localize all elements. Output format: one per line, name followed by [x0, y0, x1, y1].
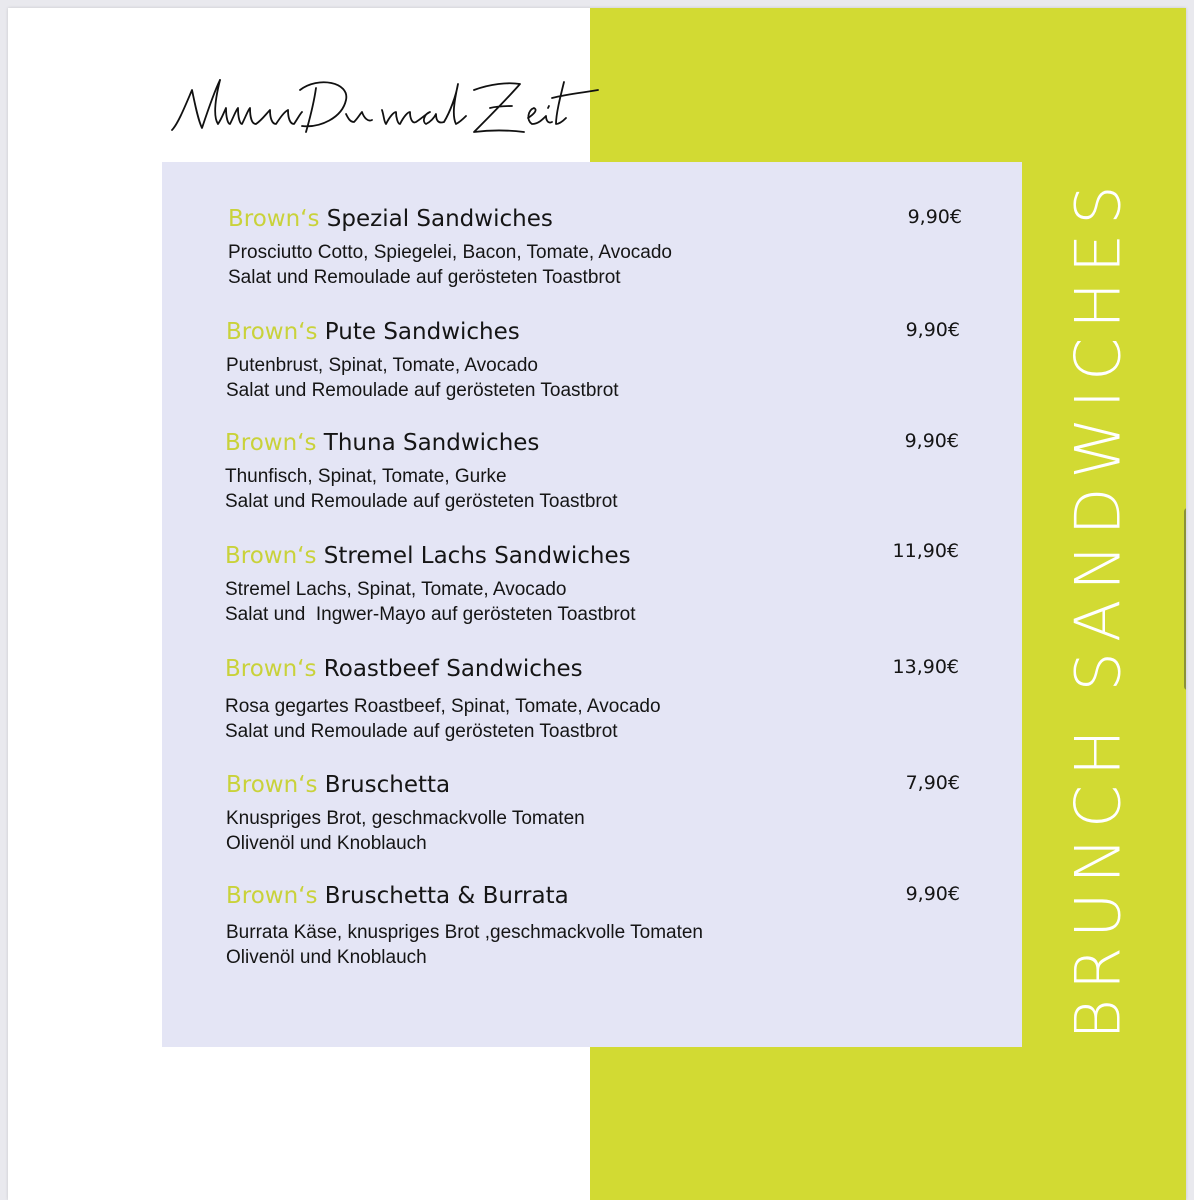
- description-line: Knuspriges Brot, geschmackvolle Tomaten: [226, 808, 585, 829]
- item-title: [225, 430, 965, 456]
- item-name: Bruschetta & Burrata: [324, 883, 569, 909]
- item-name: Pute Sandwiches: [324, 319, 520, 345]
- description-line: Putenbrust, Spinat, Tomate, Avocado: [226, 355, 538, 376]
- scrollbar[interactable]: [1184, 508, 1186, 690]
- item-price: 11,90€: [892, 540, 959, 562]
- item-description: [226, 806, 966, 856]
- item-brand: Brown‘s: [228, 206, 320, 232]
- item-description: [226, 920, 966, 970]
- item-description: [225, 464, 965, 514]
- menu-item: [225, 656, 965, 744]
- description-line: Stremel Lachs, Spinat, Tomate, Avocado: [225, 579, 567, 600]
- menu-item: [225, 540, 965, 627]
- item-price: 9,90€: [904, 430, 959, 452]
- item-brand: Brown‘s: [226, 883, 318, 909]
- item-price: 7,90€: [905, 772, 960, 794]
- item-price: 9,90€: [905, 319, 960, 341]
- item-title: [225, 656, 965, 682]
- description-line: Olivenöl und Knoblauch: [226, 833, 427, 854]
- item-brand: Brown‘s: [225, 543, 317, 569]
- description-line: Salat und Remoulade auf gerösteten Toastbrot: [225, 721, 618, 742]
- item-name: Stremel Lachs Sandwiches: [323, 543, 631, 569]
- item-price: 9,90€: [907, 206, 962, 228]
- item-title: [226, 772, 966, 798]
- menu-item: [226, 772, 966, 856]
- item-name: Thuna Sandwiches: [323, 430, 540, 456]
- item-price: 13,90€: [892, 656, 959, 678]
- menu-item: [226, 883, 966, 970]
- description-line: Thunfisch, Spinat, Tomate, Gurke: [225, 466, 507, 487]
- item-title: [225, 543, 965, 569]
- item-brand: Brown‘s: [225, 656, 317, 682]
- script-logo: [168, 74, 600, 154]
- description-line: Salat und Remoulade auf gerösteten Toastbrot: [228, 267, 621, 288]
- description-line: Salat und Remoulade auf gerösteten Toastbrot: [225, 491, 618, 512]
- item-name: Bruschetta: [324, 772, 451, 798]
- description-line: Salat und Remoulade auf gerösteten Toastbrot: [226, 380, 619, 401]
- item-title: [226, 883, 966, 909]
- description-line: Salat und Ingwer-Mayo auf gerösteten Toastbrot: [225, 604, 636, 625]
- item-description: [225, 694, 965, 744]
- item-description: [226, 353, 966, 403]
- menu-item: [225, 430, 965, 514]
- item-name: Roastbeef Sandwiches: [323, 656, 583, 682]
- description-line: Rosa gegartes Roastbeef, Spinat, Tomate, Avocado: [225, 696, 661, 717]
- item-title: [228, 206, 968, 232]
- description-line: Prosciutto Cotto, Spiegelei, Bacon, Tomate, Avocado: [228, 242, 672, 263]
- section-title: BRUNCH SANDWICHES: [1061, 176, 1135, 1040]
- item-description: [225, 577, 965, 627]
- menu-item: [228, 206, 968, 290]
- item-price: 9,90€: [905, 883, 960, 905]
- item-brand: Brown‘s: [226, 319, 318, 345]
- item-brand: Brown‘s: [225, 430, 317, 456]
- item-description: [228, 240, 968, 290]
- item-brand: Brown‘s: [226, 772, 318, 798]
- menu-item: [226, 319, 966, 403]
- description-line: Olivenöl und Knoblauch: [226, 947, 427, 968]
- item-title: [226, 319, 966, 345]
- item-name: Spezial Sandwiches: [326, 206, 553, 232]
- description-line: Burrata Käse, knuspriges Brot ,geschmackvolle Tomaten: [226, 922, 703, 943]
